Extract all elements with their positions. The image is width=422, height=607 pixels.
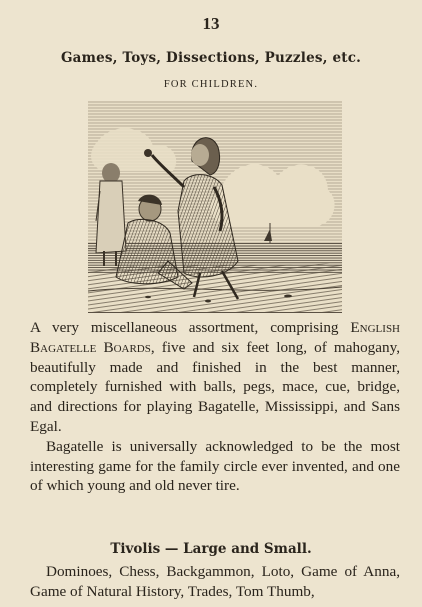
main-heading: Games, Toys, Dissections, Puzzles, etc. xyxy=(60,50,362,66)
paragraph-1 xyxy=(30,318,400,437)
page-number: 13 xyxy=(202,14,220,33)
description-text xyxy=(30,318,400,496)
product-name: English Bagatelle Boards xyxy=(30,319,400,356)
engraving-image xyxy=(88,101,342,312)
section-heading: Tivolis — Large and Small. xyxy=(110,541,312,557)
paragraph-1-end: , five and six feet long, of mahogany, beautifully made and finished in the best manner, completely furnished with balls, pegs, mace, cue, bridge, and directions for playing Bagatelle, Mississippi, and Sans Egal. xyxy=(30,338,400,435)
children-playing-illustration xyxy=(88,101,342,313)
paragraph-2: Bagatelle is universally acknowledged to be the most interesting game for the family circle ever invented, and one of which young and old never tire. xyxy=(30,437,400,495)
subheading: FOR CHILDREN. xyxy=(163,79,259,90)
paragraph-1-start: A very miscellaneous assortment, comprising xyxy=(30,319,351,336)
section-text: Dominoes, Chess, Backgammon, Loto, Game of Anna, Game of Natural History, Trades, Tom Thumb, xyxy=(30,563,400,600)
